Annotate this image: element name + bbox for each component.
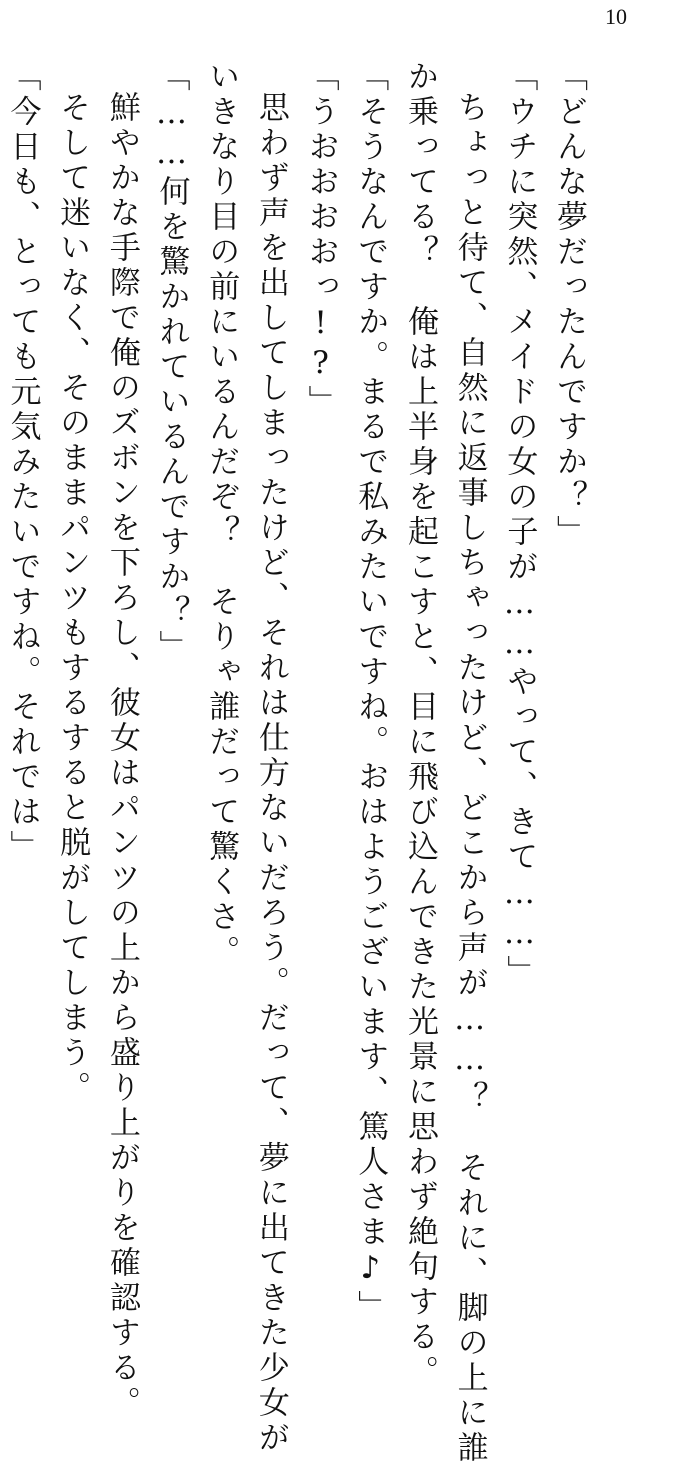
vertical-text-body [4, 60, 587, 1466]
text-column: 「……何を驚かれているんですか？」 [153, 60, 190, 665]
text-column: 「どんな夢だったんですか？」 [551, 60, 587, 550]
text-column: そして迷いなく、そのままパンツもするすると脱がしてしまう。 [54, 91, 91, 1106]
text-column: 「うおおおおっ!?」 [302, 60, 339, 420]
text-column: 「今日も、とっても元気みたいですね。それでは」 [4, 60, 41, 865]
page-number: 10 [605, 4, 627, 29]
text-column: か乗ってる？ 俺は上半身を起こすと、目に飛び込んできた光景に思わず絶句する。 [401, 60, 438, 1390]
text-column: 「ウチに突然、メイドの女の子が……やって、きて……」 [501, 60, 538, 990]
text-column: いきなり目の前にいるんだぞ？ そりゃ誰だって驚くさ。 [203, 60, 240, 970]
text-column: ちょっと待て、自然に返事しちゃったけど、どこから声が……？ それに、脚の上に誰 [451, 91, 488, 1466]
text-column: 思わず声を出してしまったけど、それは仕方ないだろう。だって、夢に出てきた少女が [252, 91, 289, 1456]
text-column: 鮮やかな手際で俺のズボンを下ろし、彼女はパンツの上から盛り上がりを確認する。 [103, 91, 140, 1421]
text-column: 「そうなんですか。まるで私みたいですね。おはようございます、篤人さま♪」 [352, 60, 389, 1325]
